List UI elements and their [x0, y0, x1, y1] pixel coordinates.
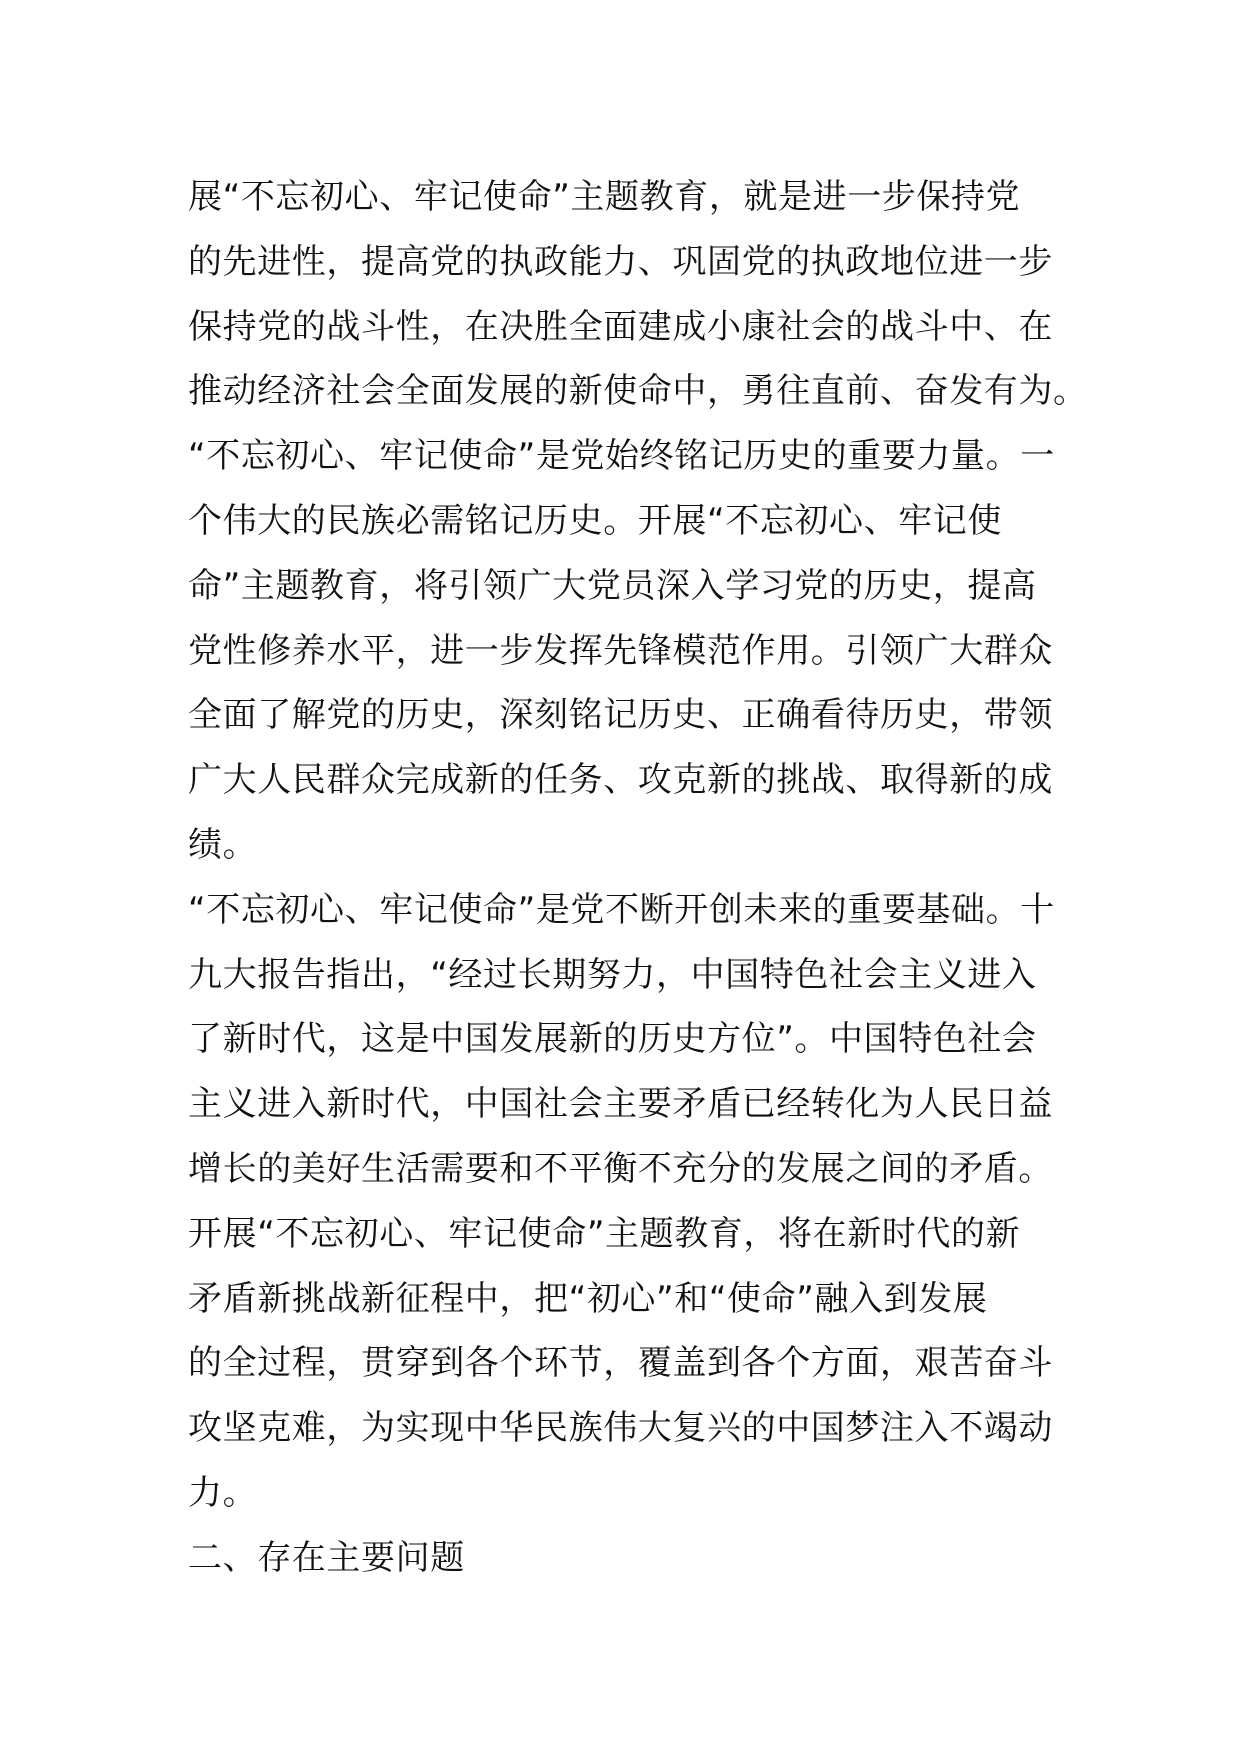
document-body: [188, 165, 1088, 1591]
text-line: 的全过程，贯穿到各个环节，覆盖到各个方面，艰苦奋斗: [188, 1343, 1053, 1384]
text-line: 推动经济社会全面发展的新使命中，勇往直前、奋发有为。: [188, 371, 1088, 412]
text-line: 党性修养水平，进一步发挥先锋模范作用。引领广大群众: [188, 630, 1053, 671]
section-heading: 二、存在主要问题: [188, 1537, 465, 1578]
text-line: 攻坚克难，为实现中华民族伟大复兴的中国梦注入不竭动: [188, 1408, 1053, 1449]
text-line: 保持党的战斗性，在决胜全面建成小康社会的战斗中、在: [188, 306, 1053, 347]
text-line: 的先进性，提高党的执政能力、巩固党的执政地位进一步: [188, 241, 1053, 282]
text-line: 广大人民群众完成新的任务、攻克新的挑战、取得新的成: [188, 760, 1053, 801]
text-line: “不忘初心、牢记使命”是党始终铭记历史的重要力量。一: [188, 436, 1055, 477]
text-line: 绩。: [188, 824, 258, 865]
text-line: 展“不忘初心、牢记使命”主题教育，就是进一步保持党: [188, 177, 1021, 217]
text-line: 九大报告指出，“经过长期努力，中国特色社会主义进入: [188, 954, 1037, 995]
text-line: 个伟大的民族必需铭记历史。开展“不忘初心、牢记使: [188, 500, 1003, 541]
text-line: 开展“不忘初心、牢记使命”主题教育，将在新时代的新: [188, 1213, 1021, 1254]
text-line: “不忘初心、牢记使命”是党不断开创未来的重要基础。十: [188, 889, 1055, 930]
text-line: 增长的美好生活需要和不平衡不充分的发展之间的矛盾。: [188, 1148, 1053, 1189]
text-line: 力。: [188, 1472, 258, 1513]
text-line: 了新时代，这是中国发展新的历史方位”。中国特色社会: [188, 1019, 1037, 1060]
text-line: 命”主题教育，将引领广大党员深入学习党的历史，提高: [188, 565, 1037, 606]
text-line: 矛盾新挑战新征程中，把“初心”和“使命”融入到发展: [188, 1278, 988, 1319]
text-line: 主义进入新时代，中国社会主要矛盾已经转化为人民日益: [188, 1084, 1053, 1125]
text-line: 全面了解党的历史，深刻铭记历史、正确看待历史，带领: [188, 695, 1053, 736]
